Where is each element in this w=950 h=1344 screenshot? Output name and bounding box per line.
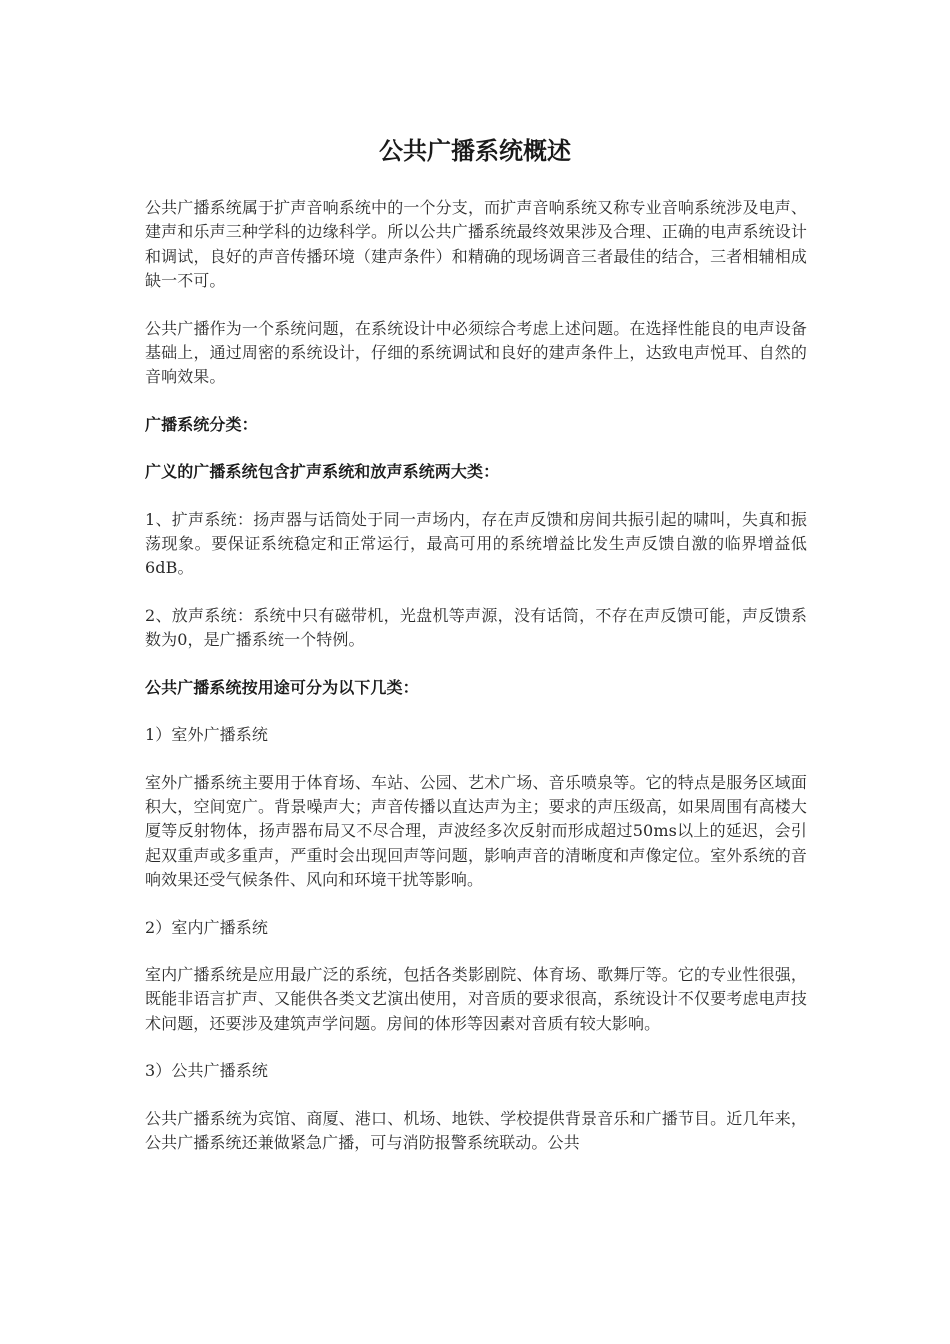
heading-usage-types: 公共广播系统按用途可分为以下几类： — [145, 677, 419, 697]
paragraph-amplification-system: 1、扩声系统：扬声器与话筒处于同一声场内，存在声反馈和房间共振引起的啸叫，失真和振荡现象。要保证系统稳定和正常运行，最高可用的系统增益比发生声反馈自激的临界增益低6dB。 — [145, 509, 807, 578]
paragraph-system-design: 公共广播作为一个系统问题，在系统设计中必须综合考虑上述问题。在选择性能良的电声设备基础上，通过周密的系统设计，仔细的系统调试和良好的建声条件上，达致电声悦耳、自然的音响效果。 — [145, 318, 807, 387]
document-title: 公共广播系统概述 — [379, 137, 571, 165]
subheading-indoor: 2）室内广播系统 — [145, 917, 268, 937]
paragraph-public: 公共广播系统为宾馆、商厦、港口、机场、地铁、学校提供背景音乐和广播节目。近几年来，公共广播系统还兼做紧急广播，可与消防报警系统联动。公共 — [145, 1108, 807, 1152]
heading-classification: 广播系统分类： — [145, 414, 258, 434]
paragraph-outdoor: 室外广播系统主要用于体育场、车站、公园、艺术广场、音乐喷泉等。它的特点是服务区域面积大，空间宽广。背景噪声大；声音传播以直达声为主；要求的声压级高，如果周围有高楼大厦等反射物体，扬声器布局又不尽合理，声波经多次反射而形成超过50ms以上的延迟，会引起双重声或多重声，严重时会出现回声等问题，影响声音的清晰度和声像定位。室外系统的音响效果还受气候条件、风向和环境干扰等影响。 — [145, 772, 807, 890]
paragraph-indoor: 室内广播系统是应用最广泛的系统，包括各类影剧院、体育场、歌舞厅等。它的专业性很强，既能非语言扩声、又能供各类文艺演出使用，对音质的要求很高，系统设计不仅要考虑电声技术问题，还要涉及建筑声学问题。房间的体形等因素对音质有较大影响。 — [145, 964, 807, 1033]
heading-broad-types: 广义的广播系统包含扩声系统和放声系统两大类： — [145, 462, 500, 482]
subheading-public: 3）公共广播系统 — [145, 1061, 268, 1081]
paragraph-intro: 公共广播系统属于扩声音响系统中的一个分支，而扩声音响系统又称专业音响系统涉及电声、建声和乐声三种学科的边缘科学。所以公共广播系统最终效果涉及合理、正确的电声系统设计和调试，良好的声音传播环境（建声条件）和精确的现场调音三者最佳的结合，三者相辅相成缺一不可。 — [145, 198, 807, 291]
document-body — [145, 196, 807, 1178]
subheading-outdoor: 1）室外广播系统 — [145, 725, 268, 745]
paragraph-playback-system: 2、放声系统：系统中只有磁带机，光盘机等声源，没有话筒，不存在声反馈可能，声反馈系数为0，是广播系统一个特例。 — [145, 605, 807, 650]
